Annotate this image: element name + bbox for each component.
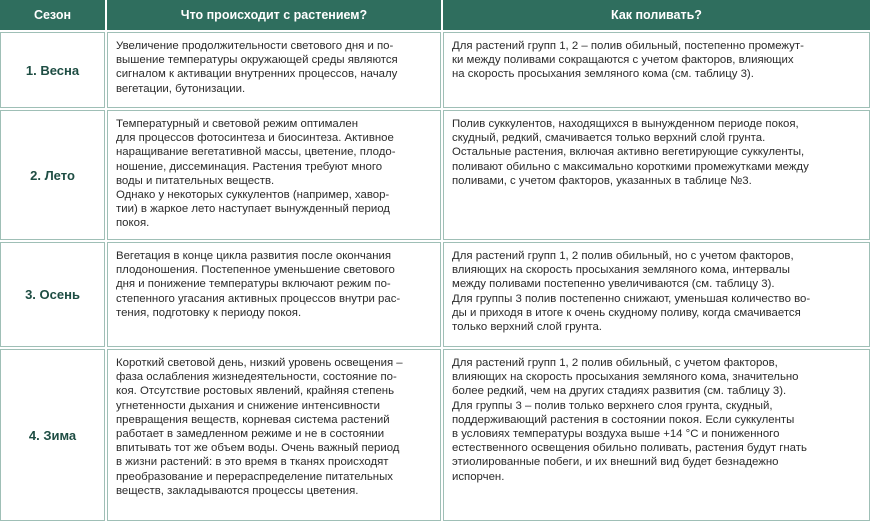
table-row <box>0 349 870 521</box>
season-cell: 3. Осень <box>0 242 105 347</box>
what-happens-cell: Увеличение продолжительности светового дня и по- вышение температуры окружающей среды являются сигналом к активации внутренних процессов, началу вегетации, бутонизации. <box>107 32 441 108</box>
header-what-happens: Что происходит с растением? <box>107 0 441 30</box>
how-to-water-cell: Для растений групп 1, 2 полив обильный, но с учетом факторов, влияющих на скорость просыхания земляного кома, интервалы между поливами постепенно увеличиваются (см. таблицу 3). Для группы 3 полив постепенно снижают, уменьшая количество во- ды и приходя в итоге к очень скудному поливу, когда смачивается только верхний слой грунта. <box>443 242 870 347</box>
header-season: Сезон <box>0 0 105 30</box>
table-row <box>0 242 870 347</box>
how-to-water-cell: Полив суккулентов, находящихся в вынужденном периоде покоя, скудный, редкий, смачивается только верхний слой грунта. Остальные растения, включая активно вегетирующие суккуленты, поливают обильно с максимально короткими промежутками между поливами, с учетом факторов, указанных в таблице №3. <box>443 110 870 240</box>
what-happens-cell: Температурный и световой режим оптимален для процессов фотосинтеза и биосинтеза. Активное наращивание вегетативной массы, цветение, плодо- ношение, диссеминация. Растения требуют много воды и питательных веществ. Однако у некоторых суккулентов (например, хавор- тии) в жаркое лето наступает вынужденный период покоя. <box>107 110 441 240</box>
what-happens-cell: Короткий световой день, низкий уровень освещения – фаза ослабления жизнедеятельности, состояние по- коя. Отсутствие ростовых явлений, крайняя степень угнетенности дыхания и снижение интенсивности превращения веществ, корневая система растений работает в замедленном режиме и не в состоянии впитывать тот же объем воды. Очень важный период в жизни растений: в это время в тканях происходят преобразование и перераспределение питательных веществ, закладываются процессы цветения. <box>107 349 441 521</box>
season-cell: 4. Зима <box>0 349 105 521</box>
what-happens-cell: Вегетация в конце цикла развития после окончания плодоношения. Постепенное уменьшение светового дня и понижение температуры включают режим по- степенного угасания активных процессов внутри рас- тения, подготовку к периоду покоя. <box>107 242 441 347</box>
table-header-row <box>0 0 870 30</box>
season-cell: 1. Весна <box>0 32 105 108</box>
how-to-water-cell: Для растений групп 1, 2 – полив обильный, постепенно промежут- ки между поливами сокращаются с учетом факторов, влияющих на скорость просыхания земляного кома (см. таблицу 3). <box>443 32 870 108</box>
table-row <box>0 110 870 240</box>
season-cell: 2. Лето <box>0 110 105 240</box>
how-to-water-cell: Для растений групп 1, 2 полив обильный, с учетом факторов, влияющих на скорость просыхания земляного кома, значительно более редкий, чем на других стадиях развития (см. таблицу 3). Для группы 3 – полив только верхнего слоя грунта, скудный, поддерживающий растения в состоянии покоя. Если суккуленты в условиях температуры воздуха выше +14 °С и пониженного естественного освещения обильно поливать, растения будут гнать этиолированные побеги, и их внешний вид будет безнадежно испорчен. <box>443 349 870 521</box>
table-row <box>0 32 870 108</box>
header-how-to-water: Как поливать? <box>443 0 870 30</box>
